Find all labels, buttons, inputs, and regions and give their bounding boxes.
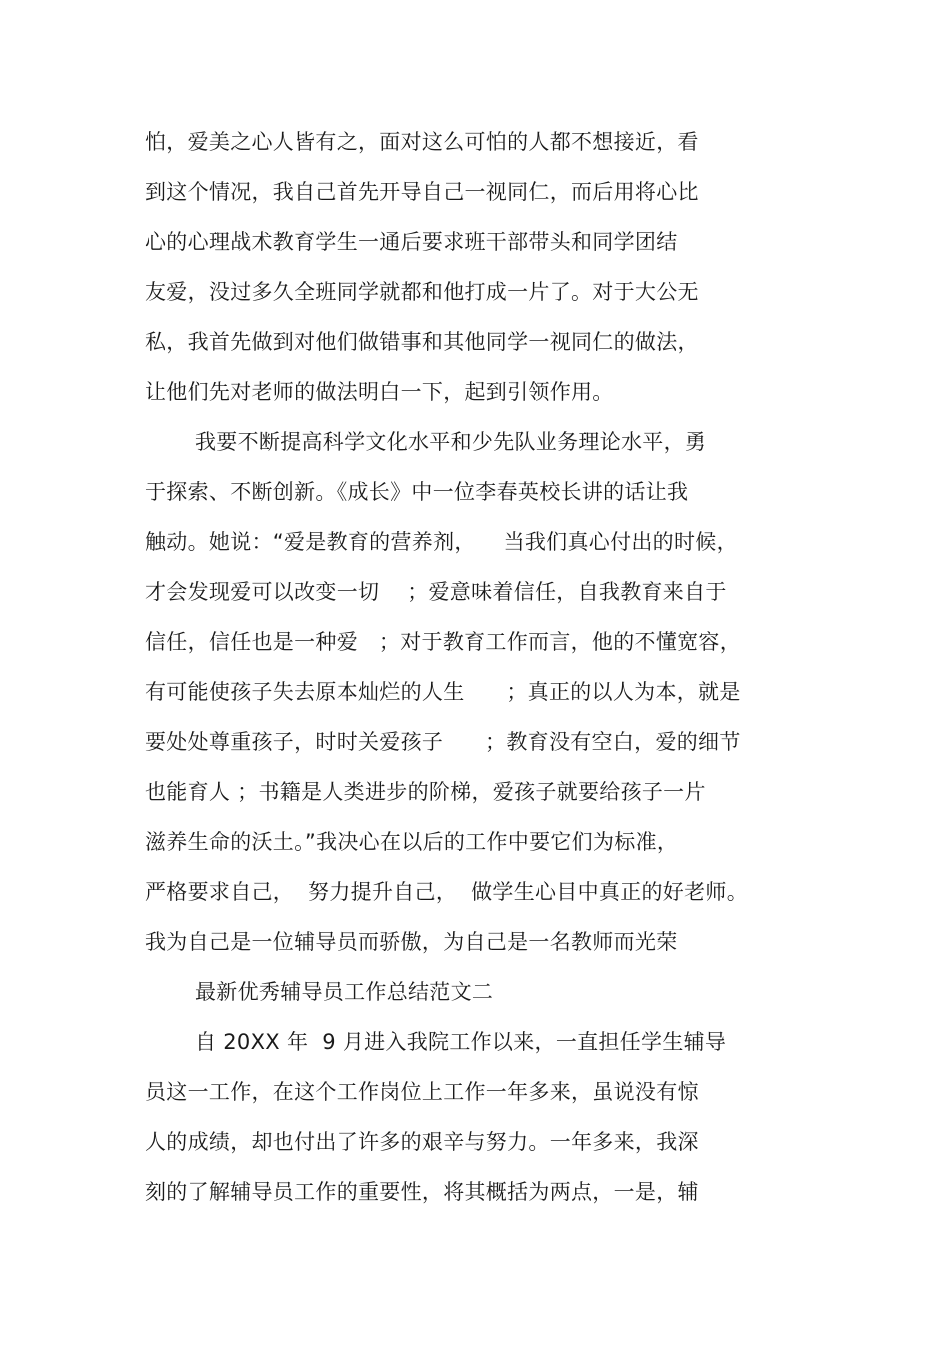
text-line: 触动。她说：“爱是教育的营养剂， 当我们真心付出的时候， [145, 530, 738, 554]
text-line: 心的心理战术教育学生一通后要求班干部带头和同学团结 [145, 230, 678, 254]
text-line: 我为自己是一位辅导员而骄傲，为自己是一名教师而光荣 [145, 930, 678, 954]
text-line: 才会发现爱可以改变一切 ；爱意味着信任，自我教育来自于 [145, 580, 727, 604]
text-line: 到这个情况，我自己首先开导自己一视同仁，而后用将心比 [145, 180, 699, 204]
text-line: 刻的了解辅导员工作的重要性，将其概括为两点，一是，辅 [145, 1180, 699, 1204]
text-line: 友爱，没过多久全班同学就都和他打成一片了。对于大公无 [145, 280, 699, 304]
text-line: 信任，信任也是一种爱 ；对于教育工作而言，他的不懂宽容， [145, 630, 742, 654]
text-line: 滋养生命的沃土。”我决心在以后的工作中要它们为标准， [145, 830, 679, 854]
text-line: 怕，爱美之心人皆有之，面对这么可怕的人都不想接近，看 [145, 130, 699, 154]
paragraph-start-line: 自 20XX 年 9 月进入我院工作以来，一直担任学生辅导 [195, 1030, 727, 1054]
paragraph-start-line: 我要不断提高科学文化水平和少先队业务理论水平，勇 [195, 430, 707, 454]
text-line: 人的成绩，却也付出了许多的艰辛与努力。一年多来，我深 [145, 1130, 699, 1154]
text-line: 有可能使孩子失去原本灿烂的人生 ；真正的以人为本，就是 [145, 680, 741, 704]
text-line: 于探索、不断创新。《成长》中一位李春英校长讲的话让我 [145, 480, 689, 504]
text-line: 也能育人 ；书籍是人类进步的阶梯，爱孩子就要给孩子一片 [145, 780, 706, 804]
section-heading: 最新优秀辅导员工作总结范文二 [195, 980, 494, 1004]
text-line: 私，我首先做到对他们做错事和其他同学一视同仁的做法， [145, 330, 699, 354]
text-line: 严格要求自己， 努力提升自己， 做学生心目中真正的好老师。 [145, 880, 748, 904]
text-line: 员这一工作，在这个工作岗位上工作一年多来，虽说没有惊 [145, 1080, 699, 1104]
text-line: 要处处尊重孩子，时时关爱孩子 ；教育没有空白，爱的细节 [145, 730, 741, 754]
text-line: 让他们先对老师的做法明白一下，起到引领作用。 [145, 380, 614, 404]
